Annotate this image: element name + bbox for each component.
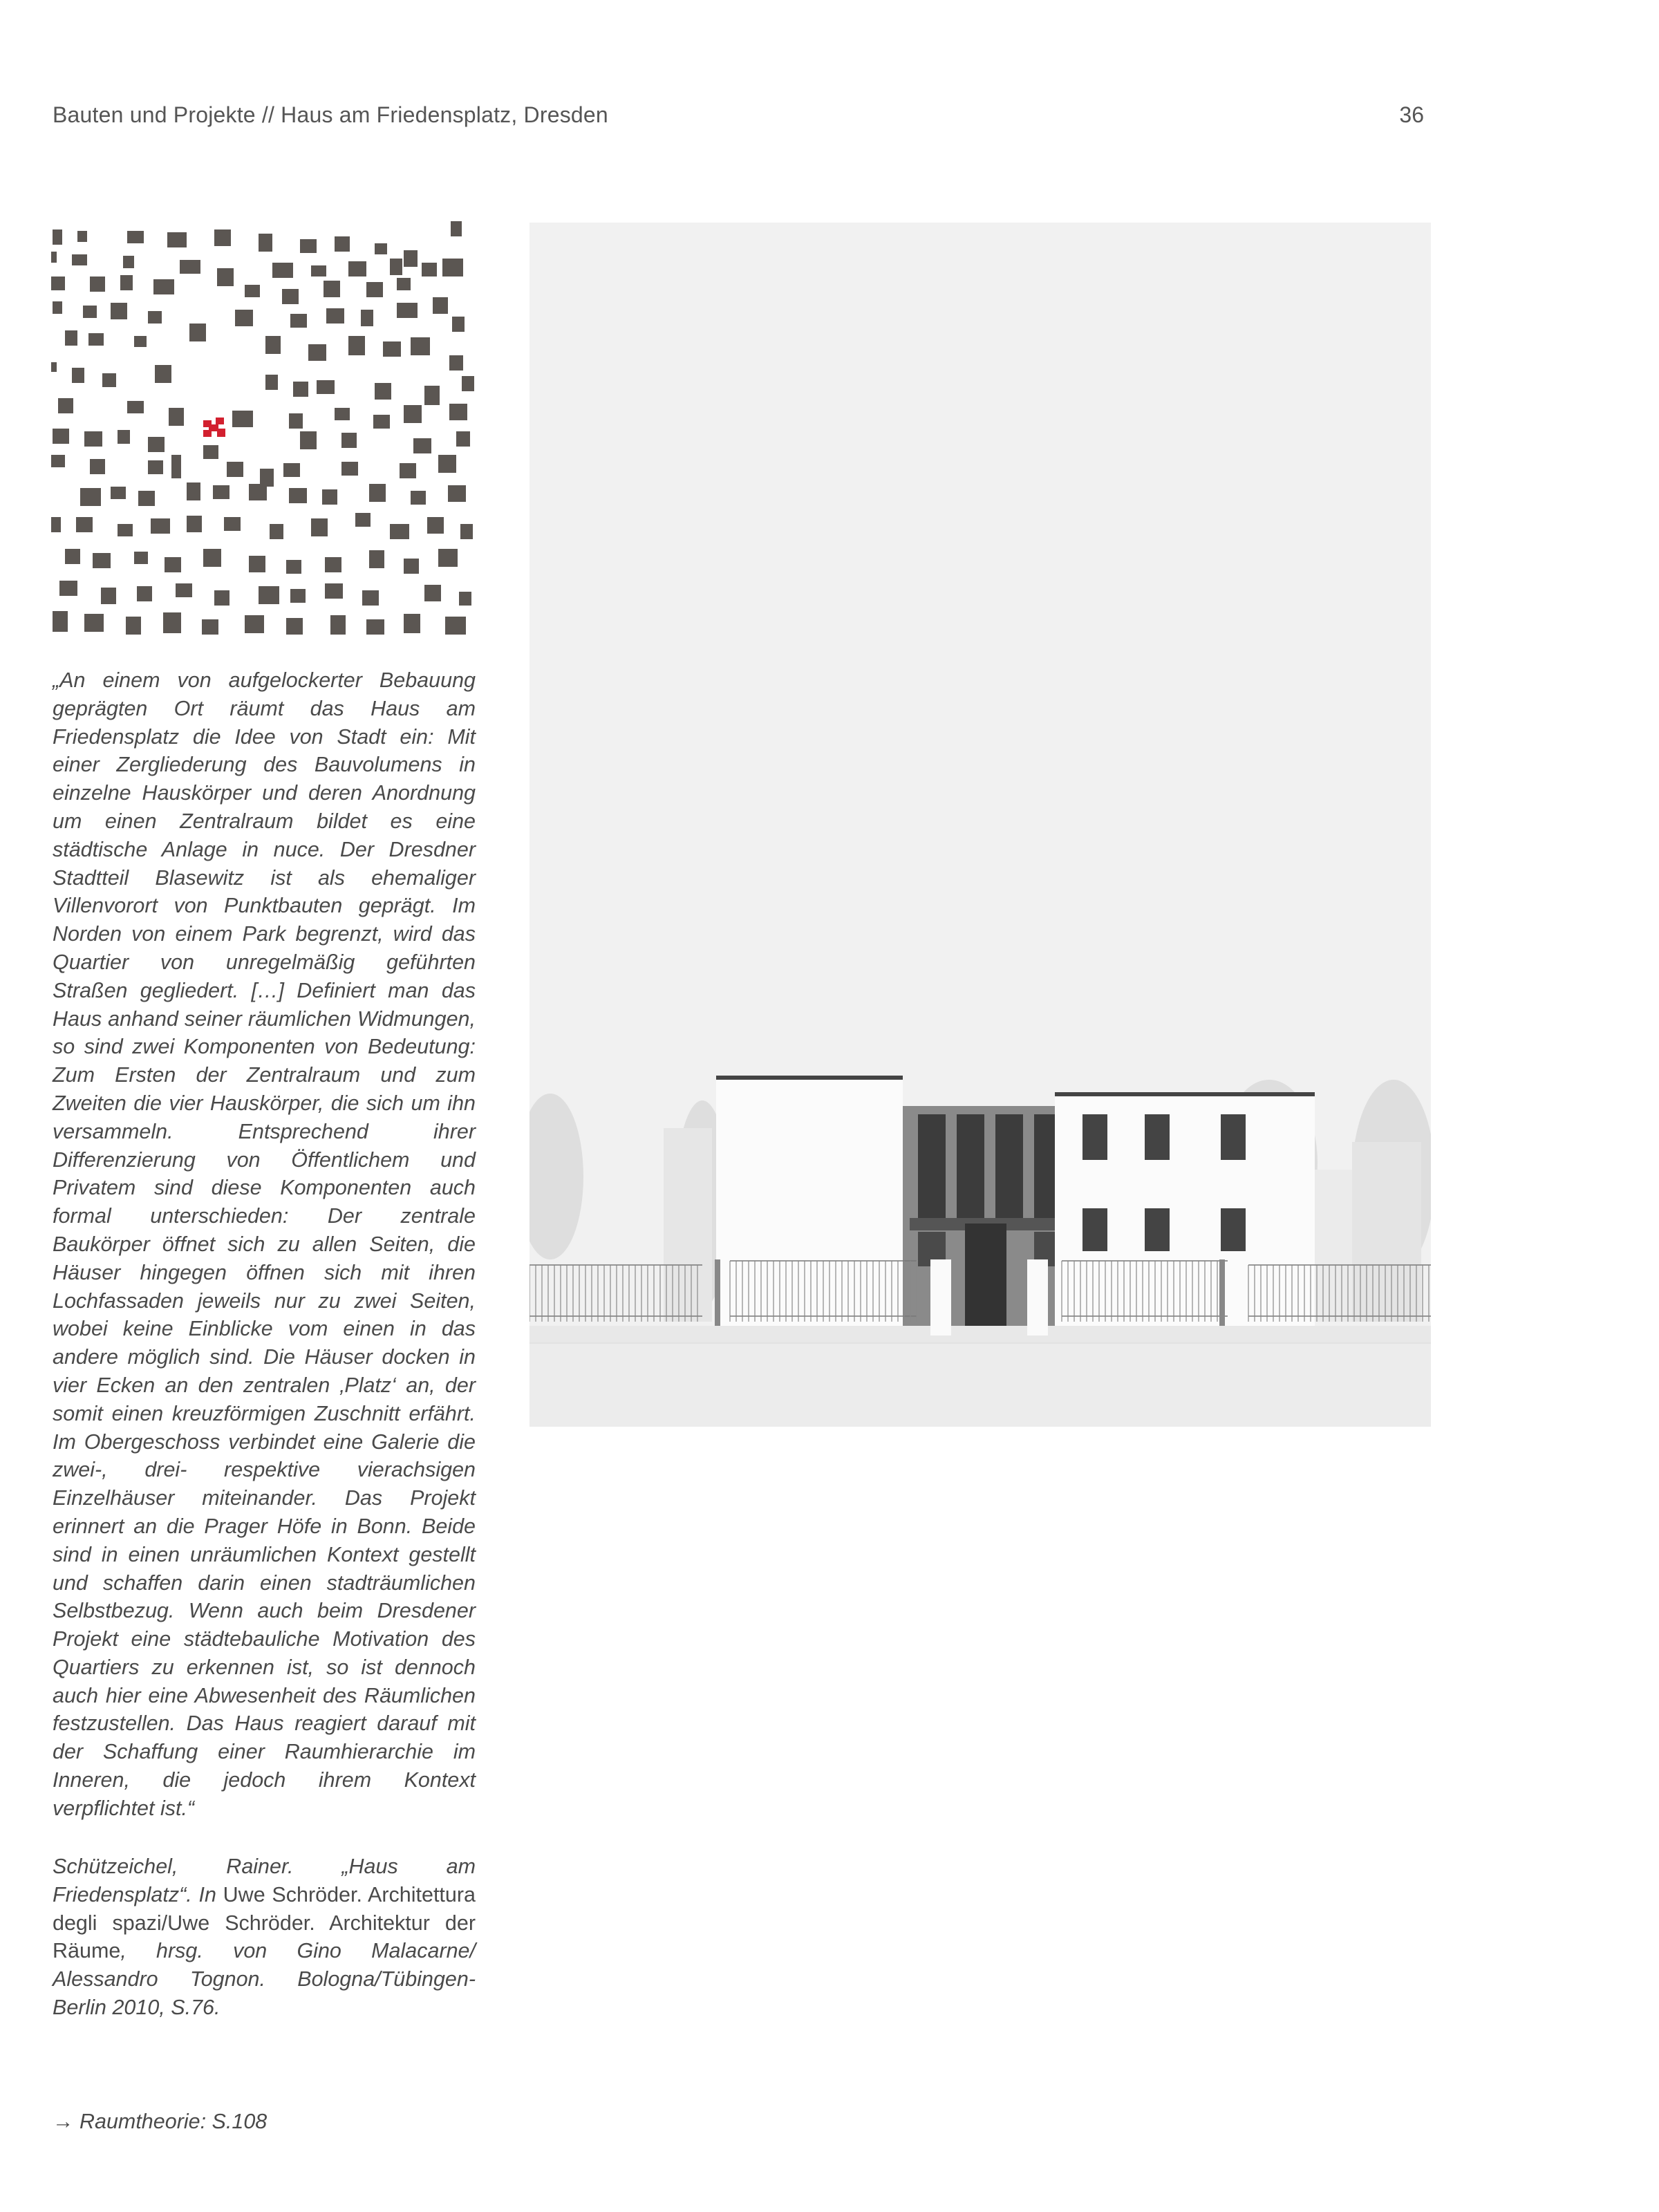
house-elevation-image [529, 223, 1431, 1427]
citation-publication: , hrsg. von Gino Malacarne/ Alessandro Tognon. Bologna/Tübingen-Berlin 2010, S.76. [53, 1939, 476, 2019]
running-header-title: Bauten und Projekte // Haus am Friedensplatz, Dresden [53, 102, 608, 127]
citation-author-title: Schützeichel, Rainer. „Haus am Friedensplatz“. In [53, 1855, 476, 1906]
site-plan-figure-ground [51, 220, 477, 635]
project-marker [203, 418, 225, 437]
citation [53, 1853, 476, 2022]
page-number: 36 [1399, 102, 1424, 127]
quote-text: „An einem von aufgelockerter Bebauung geprägten Ort räumt das Haus am Friedensplatz die Idee von Stadt ein: Mit einer Zergliederung des Bauvolumens in einzelne Hauskörper und deren Anordnung um einen Zentralraum bildet es eine städtische Anlage in nuce. Der Dresdner Stadtteil Blasewitz ist als ehemaliger Villenvorort von Punktbauten geprägt. Im Norden von einem Park begrenzt, wird das Quartier von unregelmäßig geführten Straßen gegliedert. […] Definiert man das Haus anhand seiner räumlichen Widmungen, so sind zwei Komponenten von Bedeutung: Zum Ersten der Zentralraum und zum Zweiten die vier Hauskörper, die sich um ihn versammeln. Entsprechend ihrer Differenzierung von Öffentlichem und Privatem sind diese Komponenten auch formal unterschieden: Der zentrale Baukörper öffnet sich zu allen Seiten, die Häuser hingegen öffnen sich mit ihren Lochfassaden jeweils nur zu zwei Seiten, wobei keine Einblicke vom einen in das andere möglich sind. Die Häuser docken in vier Ecken an den zentralen ‚Platz‘ an, der somit einen kreuzförmigen Zuschnitt erfährt. Im Obergeschoss verbindet eine Galerie die zwei-, drei- respektive vierachsigen Einzelhäuser miteinander. Das Projekt erinnert an die Prager Höfe in Bonn. Beide sind in einen unräumlichen Kontext gestellt und schaffen darin einen stadträumlichen Selbstbezug. Wenn auch beim Dresdener Projekt eine städtebauliche Motivation des Quartiers zu erkennen ist, so ist dennoch auch hier eine Abwesenheit des Räumlichen festzustellen. Das Haus reagiert darauf mit der Schaffung einer Raumhierarchie im Inneren, die jedoch ihrem Kontext verpflichtet ist.“ [53, 668, 476, 1820]
page-header [53, 102, 1424, 137]
citation-book-title: Uwe Schröder. Architettura degli spazi/Uwe Schröder. Architektur der Räume [53, 1882, 476, 1963]
cross-reference-link[interactable]: → Raumtheorie: S.108 [53, 2110, 268, 2133]
